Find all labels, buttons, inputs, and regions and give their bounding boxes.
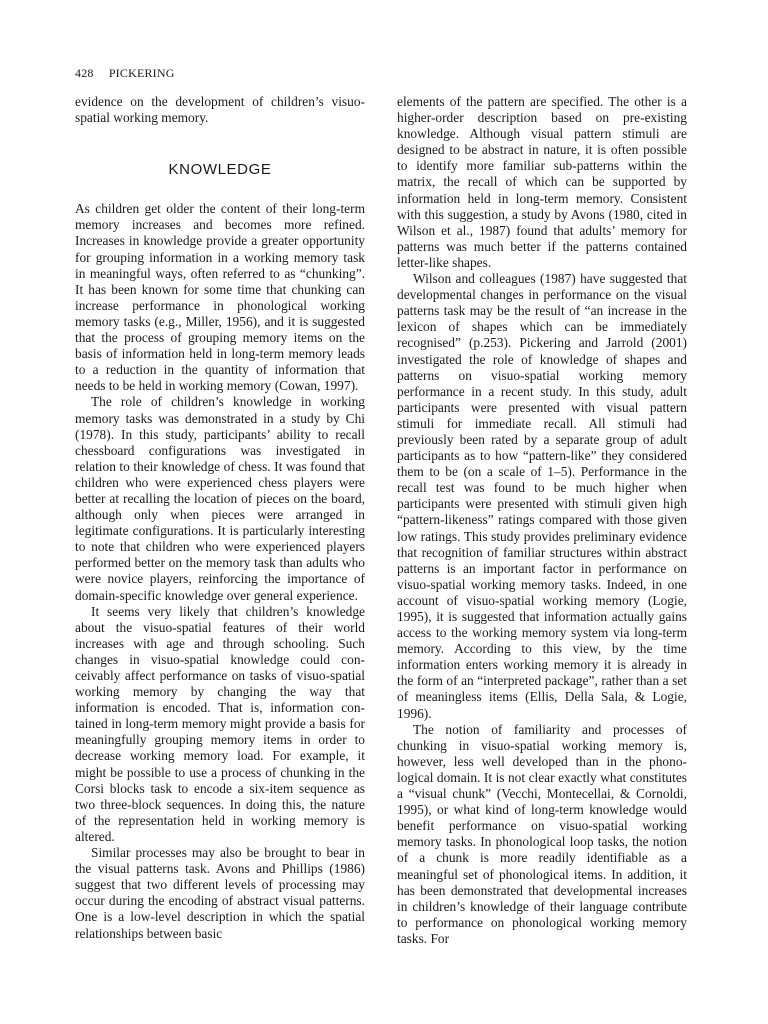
intro-paragraph: evidence on the development of children’s visuo-spatial working memory.: [75, 94, 365, 126]
paragraph: Similar processes may also be brought to bear in the visual patterns task. Avons and Phillips (1986) suggest that two different levels of processing may occur during the encoding of abstract visual patterns. One is a low-level description in which the spatial relationships between basic: [75, 845, 365, 941]
page-number: 428: [75, 66, 94, 80]
running-title: PICKERING: [108, 66, 175, 80]
continuation-paragraph: elements of the pattern are specified. The other is a higher-order description based on pre-existing knowledge. Although visual pattern stimuli are designed to be abstract in nature, it is often possible to identify more familiar sub-patterns within the matrix, the recall of which can be supported by information held in long-term memory. Consistent with this suggestion, a study by Avons (1980, cited in Wilson et al., 1987) found that adults’ memory for patterns was much better if the patterns contained letter-like shapes.: [397, 94, 687, 270]
paragraph: Wilson and colleagues (1987) have suggested that developmental changes in performance on the visual patterns task may be the result of “an increase in the lexicon of shapes which can be immediately recognised” (p.253). Pickering and Jarrold (2001) investigated the role of knowledge of shapes and patterns on visuo-spatial working memory performance in a recent study. In this study, adult participants were presented with visual pattern stimuli for immediate recall. All stimuli had previously been rated by a separate group of adult participants as to how “pattern-like” they considered them to be (on a scale of 1–5). Performance in the recall test was found to be much higher when participants were presented with stimuli given high “pattern-likeness” ratings compared with those given low ratings. This study provides preliminary evidence that recognition of familiar structures within abstract patterns is an important factor in performance on visuo-spatial working memory tasks. Indeed, in one account of visuo-spatial working memory (Logie, 1995), it is suggested that information actually gains access to the working memory system via long-term memory. According to this view, by the time information enters working memory it is already in the form of an “interpreted package”, rather than a set of meaningless items (Ellis, Della Sala, & Logie, 1996).: [397, 271, 687, 721]
paragraph: The notion of familiarity and processes of chunking in visuo-spatial working memory is, however, less well developed than in the phonological domain. It is not clear exactly what constitutes a “visual chunk” (Vecchi, Montecellai, & Cornoldi, 1995), or what kind of long-term knowledge would benefit performance on visuo-spatial working memory tasks. In phonological loop tasks, the notion of a chunk is more readily identifiable as a meaningful set of phonological items. In addition, it has been demonstrated that developmental increases in children’s knowledge of their language contribute to performance on phonological working memory tasks. For: [397, 721, 687, 946]
left-column: [75, 94, 365, 942]
right-column: [397, 94, 687, 947]
paragraph: It seems very likely that children’s knowledge about the visuo-spatial features of their world increases with age and through schooling. Such changes in visuo-spatial knowledge could conceivably affect performance on tasks of visuo-spatial working memory by changing the way that information is encoded. That is, information contained in long-term memory might provide a basis for meaningfully grouping memory items in order to decrease working memory load. For example, it might be possible to use a process of chunking in the Corsi blocks task to encode a six-item sequence as two three-block sequences. In doing this, the nature of the representation held in working memory is altered.: [75, 603, 365, 844]
section-heading: KNOWLEDGE: [168, 161, 272, 179]
running-head: [75, 66, 175, 81]
paragraph: The role of children’s knowledge in working memory tasks was demonstrated in a study by Chi (1978). In this study, participants’ ability to recall chessboard configurations was investigated in relation to their knowledge of chess. It was found that children who were experienced chess players were better at recalling the location of pieces on the board, although only when pieces were arranged in legitimate configurations. It is particularly interesting to note that children who were experienced players performed better on the memory task than adults who were novice players, reinforcing the importance of domain-specific knowledge over general experience.: [75, 394, 365, 603]
paragraph: As children get older the content of their long-term memory increases and becomes more refined. Increases in knowledge provide a greater opportunity for grouping information in a working memory task in meaningful ways, often referred to as “chunking”. It has been known for some time that chunking can increase performance in phonological working memory tasks (e.g., Miller, 1956), and it is suggested that the process of grouping memory items on the basis of information held in long-term memory leads to a reduction in the quantity of information that needs to be held in working memory (Cowan, 1997).: [75, 201, 365, 394]
